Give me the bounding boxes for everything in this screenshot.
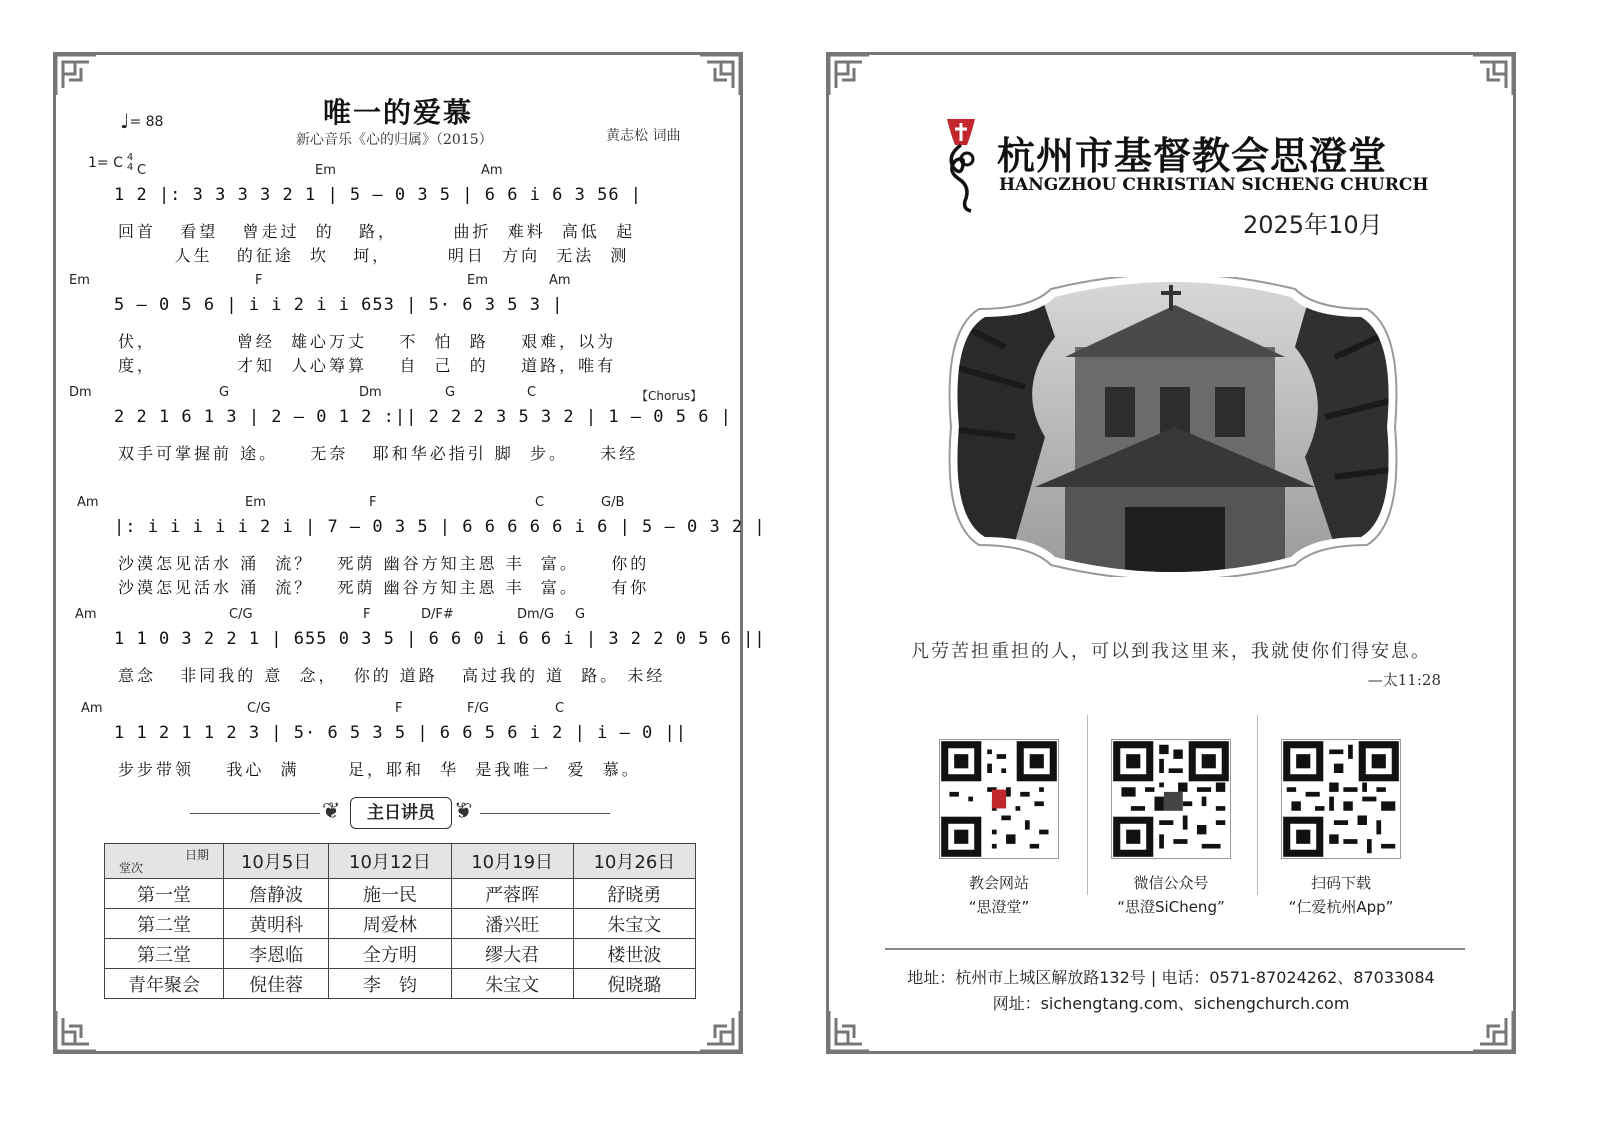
chord-symbol: Dm: [359, 385, 382, 400]
church-name-en: HANGZHOU CHRISTIAN SICHENG CHURCH: [999, 175, 1429, 195]
speaker-cell: 李恩临: [224, 939, 329, 969]
qr-label: 教会网站: [968, 874, 1029, 892]
song-title: 唯一的爱慕: [322, 96, 473, 129]
chord-symbol: Am: [481, 163, 503, 178]
speaker-cell: 詹静波: [224, 879, 329, 909]
qr-label: 扫码下载: [1310, 874, 1371, 892]
chorus-label: 【Chorus】: [636, 389, 703, 403]
chord-symbol: F: [255, 273, 263, 288]
chord-symbol: C: [555, 701, 565, 716]
speaker-cell: 缪大君: [451, 939, 573, 969]
lyrics-line: 沙漠怎见活水 涌 流？ 死荫 幽谷方知主恩 丰 富。 有你: [118, 578, 650, 597]
speaker-cell: 李 钧: [329, 969, 451, 999]
qr-label: 微信公众号: [1133, 874, 1209, 892]
date-header: 10月5日: [224, 844, 329, 879]
lyrics-line: 人生 的征途 坎 坷， 明日 方向 无法 测: [118, 246, 630, 265]
speaker-cell: 朱宝文: [573, 909, 695, 939]
lyrics-line: 步步带领 我心 满 足，耶和 华 是我唯一 爱 慕。: [118, 760, 641, 779]
lyrics-line: 沙漠怎见活水 涌 流？ 死荫 幽谷方知主恩 丰 富。 你的: [118, 554, 650, 573]
key-signature: 1= C 4 4: [88, 152, 134, 173]
speaker-cell: 严蓉晖: [451, 879, 573, 909]
table-row: [105, 909, 696, 939]
church-website: 网址：sichengtang.com、sichengchurch.com: [992, 994, 1350, 1013]
song-composer: 黄志松 词曲: [606, 128, 681, 144]
chord-symbol: G: [445, 385, 456, 400]
chord-symbol: C/G: [229, 607, 253, 622]
church-address: 地址：杭州市上城区解放路132号 | 电话：0571-87024262、87033084: [907, 968, 1435, 987]
tempo-marking: ♩= 88: [120, 109, 164, 133]
lyrics-line: 伏， 曾经 雄心万丈 不 怕 路 艰难，以为: [118, 332, 617, 351]
corner-ornament: [1470, 1008, 1516, 1054]
lyrics-line: 双手可掌握前 途。 无奈 耶和华必指引 脚 步。 未经: [118, 444, 639, 463]
chord-symbol: C: [527, 385, 537, 400]
notation-line: 1 2 |: 3 3 3 3 2 1 | 5 – 0 3 5 | 6 6 i 6 3 56 |: [114, 185, 643, 205]
chord-symbol: Am: [77, 495, 99, 510]
speaker-cell: 倪晓璐: [573, 969, 695, 999]
corner-ornament: [697, 1008, 743, 1054]
church-photo: [925, 277, 1421, 577]
table-row: [105, 969, 696, 999]
header-corner-cell: 日期 堂次: [105, 844, 224, 879]
chord-symbol: F: [369, 495, 377, 510]
lyrics-line: 意念 非同我的 意 念， 你的 道路 高过我的 道 路。 未经: [118, 666, 666, 685]
speaker-cell: 楼世波: [573, 939, 695, 969]
chord-symbol: Em: [315, 163, 336, 178]
issue-date: 2025年10月: [1243, 211, 1383, 239]
chord-symbol: C: [137, 163, 147, 178]
hall-cell: 第二堂: [105, 909, 224, 939]
chord-symbol: G: [575, 607, 586, 622]
date-header: 10月19日: [451, 844, 573, 879]
qr-label: “思澄堂”: [968, 898, 1030, 916]
corner-ornament: [826, 1008, 872, 1054]
song-source: 新心音乐《心的归属》（2015）: [296, 132, 493, 148]
date-header: 10月12日: [329, 844, 451, 879]
qr-code-icon[interactable]: [939, 739, 1059, 859]
notation-line: 1 1 0 3 2 2 1 | 655 0 3 5 | 6 6 0 i 6 6 i | 3 2 2 0 5 6 ||: [114, 629, 766, 649]
divider: [1087, 715, 1088, 895]
corner-ornament: [53, 1008, 99, 1054]
bible-verse: 凡劳苦担重担的人，可以到我这里来，我就使你们得安息。: [911, 641, 1431, 662]
corner-ornament: [1470, 52, 1516, 98]
chord-symbol: Dm: [69, 385, 92, 400]
chord-symbol: Am: [75, 607, 97, 622]
divider: [480, 813, 610, 814]
song-sheet-panel: [53, 52, 766, 1054]
chord-symbol: Am: [81, 701, 103, 716]
speaker-schedule-table: [104, 843, 696, 999]
divider: [1257, 715, 1258, 895]
divider: [885, 948, 1465, 950]
chord-symbol: Em: [467, 273, 488, 288]
verse-reference: —太11:28: [1367, 671, 1441, 689]
notation-line: |: i i i i i 2 i | 7 – 0 3 5 | 6 6 6 6 6 i 6 | 5 – 0 3 2 |: [114, 517, 766, 537]
table-row: [105, 879, 696, 909]
hall-cell: 第三堂: [105, 939, 224, 969]
chord-symbol: F: [395, 701, 403, 716]
notation-line: 2 2 1 6 1 3 | 2 – 0 1 2 :|| 2 2 2 3 5 3 2 | 1 – 0 5 6 |: [114, 407, 732, 427]
chord-symbol: G/B: [601, 495, 625, 510]
chord-symbol: C/G: [247, 701, 271, 716]
time-signature: 4 4: [126, 152, 134, 173]
quarter-note-icon: ♩: [120, 109, 130, 133]
scroll-ornament-icon: ❦: [322, 799, 341, 824]
hall-cell: 第一堂: [105, 879, 224, 909]
qr-label: “仁爱杭州App”: [1288, 898, 1394, 916]
qr-website[interactable]: [929, 739, 1069, 919]
qr-app[interactable]: [1271, 739, 1411, 919]
table-row: [105, 939, 696, 969]
speaker-cell: 舒晓勇: [573, 879, 695, 909]
chord-symbol: D/F#: [421, 607, 454, 622]
date-header: 10月26日: [573, 844, 695, 879]
lyrics-line: 度， 才知 人心筹算 自 己 的 道路，唯有: [118, 356, 617, 375]
qr-wechat[interactable]: [1101, 739, 1241, 919]
chord-symbol: F/G: [467, 701, 489, 716]
church-name-cn: 杭州市基督教会思澄堂: [997, 134, 1388, 178]
qr-code-icon[interactable]: [1111, 739, 1231, 859]
chord-symbol: Em: [245, 495, 266, 510]
notation-line: 1 1 2 1 1 2 3 | 5· 6 5 3 5 | 6 6 5 6 i 2 | i – 0 ||: [114, 723, 687, 743]
speaker-cell: 周爱林: [329, 909, 451, 939]
chord-symbol: F: [363, 607, 371, 622]
chord-symbol: Am: [549, 273, 571, 288]
chord-symbol: C: [535, 495, 545, 510]
chord-symbol: Dm/G: [517, 607, 555, 622]
corner-ornament: [826, 52, 872, 98]
speaker-cell: 潘兴旺: [451, 909, 573, 939]
chord-symbol: Em: [69, 273, 90, 288]
speaker-cell: 朱宝文: [451, 969, 573, 999]
speaker-cell: 黄明科: [224, 909, 329, 939]
speaker-cell: 倪佳蓉: [224, 969, 329, 999]
scroll-ornament-icon: ❦: [454, 799, 473, 824]
notation-line: 5 – 0 5 6 | i i 2 i i 653 | 5· 6 3 5 3 |: [114, 295, 564, 315]
speakers-heading: [190, 795, 610, 831]
hall-cell: 青年聚会: [105, 969, 224, 999]
chord-symbol: G: [219, 385, 230, 400]
church-info-panel: [826, 52, 1516, 1054]
speaker-cell: 施一民: [329, 879, 451, 909]
divider: [190, 813, 320, 814]
table-header-row: [105, 844, 696, 879]
qr-label: “思澄SiCheng”: [1117, 898, 1225, 916]
speaker-cell: 全方明: [329, 939, 451, 969]
lyrics-line: 回首 看望 曾走过 的 路， 曲折 难料 高低 起: [118, 222, 636, 241]
church-emblem-icon: [941, 115, 989, 215]
speakers-title: 主日讲员: [350, 797, 452, 829]
qr-code-icon[interactable]: [1281, 739, 1401, 859]
